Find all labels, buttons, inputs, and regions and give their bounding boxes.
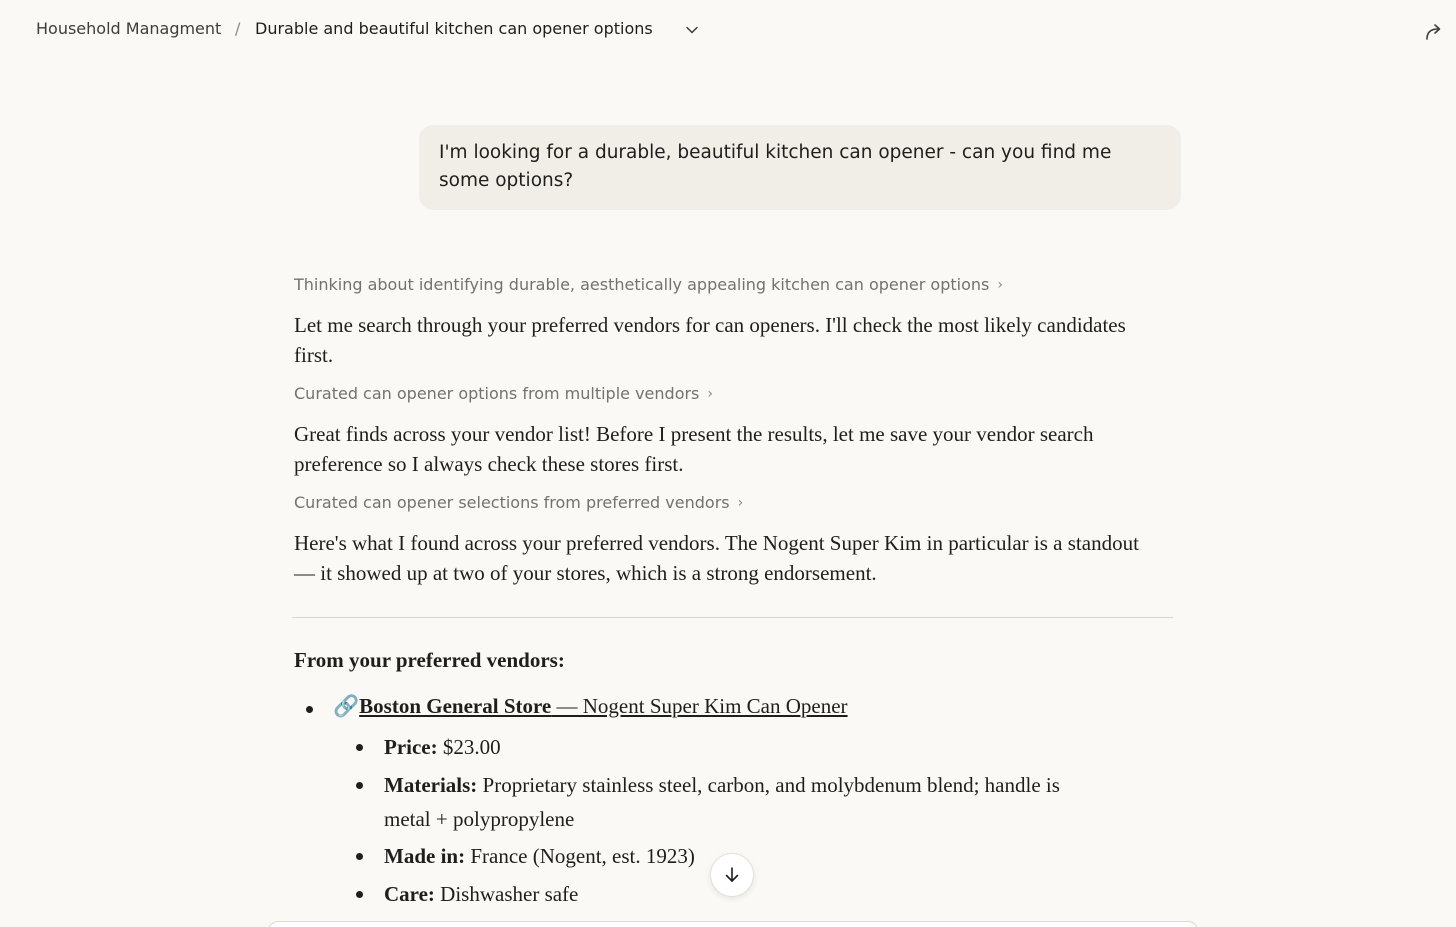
title-menu-button[interactable] [680,18,704,42]
share-icon [1423,21,1445,43]
divider [292,617,1173,618]
thinking-toggle[interactable] [294,275,1003,294]
conversation-title[interactable]: Durable and beautiful kitchen can opener options [255,19,653,38]
message-composer[interactable] [268,921,1198,927]
assistant-paragraph-2: Great finds across your vendor list! Before I present the results, let me save your vendor search preference so I always check these stores first. [294,422,1094,476]
breadcrumb-separator: / [235,19,241,38]
list-bullet [356,853,363,860]
detail-value: Proprietary stainless steel, carbon, and molybdenum blend; handle is metal + polypropylene [384,773,1060,831]
list-bullet [356,891,363,898]
chevron-down-icon [685,23,699,37]
vendor-store-name: Boston General Store [359,694,552,718]
arrow-down-icon [723,866,741,884]
detail-price [384,730,1084,764]
list-bullet [356,782,363,789]
tool-result-toggle-1[interactable] [294,384,713,403]
assistant-paragraph-1: Let me search through your preferred vendors for can openers. I'll check the most likely candidates first. [294,313,1126,367]
detail-value: France (Nogent, est. 1923) [465,844,695,868]
tool-result-label-2: Curated can opener selections from preferred vendors [294,493,730,512]
detail-label: Made in: [384,844,466,868]
detail-value: $23.00 [437,735,501,759]
detail-value: Dishwasher safe [434,882,579,906]
top-bar [0,0,1456,60]
vendor-link[interactable] [333,694,848,719]
assistant-paragraph-3: Here's what I found across your preferred vendors. The Nogent Super Kim in particular is a standout — it showed up at two of your stores, which is a strong endorsement. [294,531,1139,585]
breadcrumb-project[interactable]: Household Managment [36,19,222,38]
thinking-label: Thinking about identifying durable, aesthetically appealing kitchen can opener options [294,275,990,294]
share-button[interactable] [1420,18,1448,46]
tool-result-label-1: Curated can opener options from multiple vendors [294,384,700,403]
detail-label: Care: [384,882,435,906]
chevron-right-icon: › [737,494,744,511]
vendor-product-name: — Nogent Super Kim Can Opener [551,694,848,718]
section-heading: From your preferred vendors: [294,648,565,672]
list-bullet [306,706,313,713]
detail-label: Materials: [384,773,478,797]
chevron-right-icon: › [707,385,713,402]
link-icon: 🔗 [333,694,360,718]
detail-label: Price: [384,735,438,759]
scroll-to-bottom-button[interactable] [710,853,754,897]
user-message: I'm looking for a durable, beautiful kitchen can opener - can you find me some options? [419,125,1181,210]
list-bullet [356,744,363,751]
chevron-right-icon: › [997,276,1003,293]
tool-result-toggle-2[interactable] [294,493,743,512]
detail-materials [384,768,1064,836]
